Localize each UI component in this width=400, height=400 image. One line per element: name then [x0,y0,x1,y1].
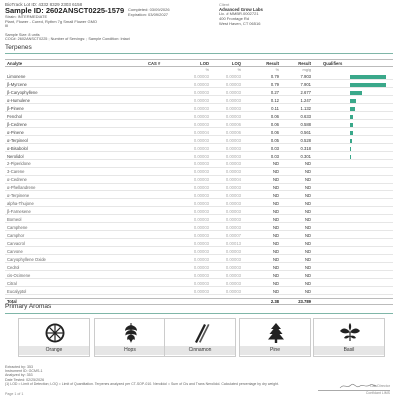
table-row [5,225,393,231]
loq-cell: 0.00003 [225,169,241,175]
hops-icon [119,322,143,344]
total-result-mg: 23.789 [298,299,311,305]
table-row [5,249,393,255]
loq-cell: 0.00003 [225,145,241,151]
table-row [5,122,393,128]
result-mg-cell: ND [304,217,311,223]
unit-result-pct: % [275,68,279,72]
result-mg-cell: 0.318 [300,145,311,151]
result-pct-cell: ND [272,288,279,294]
signature-title: Lab Director [370,384,390,388]
loq-cell: 0.00003 [225,161,241,167]
loq-cell: 0.00003 [225,217,241,223]
table-row [5,130,393,136]
basil-icon [338,322,362,344]
table-total-row [5,298,393,305]
loq-cell: 0.00003 [225,113,241,119]
lod-cell: 0.00003 [193,153,209,159]
loq-cell: 0.00003 [225,97,241,103]
batch-id: BioTrack Lot ID: 4332 8329 2303 6158 [5,2,83,7]
result-pct-cell: 0.06 [270,113,279,119]
lod-cell: 0.00003 [193,97,209,103]
loq-cell: 0.00003 [225,105,241,111]
result-bar [350,139,352,143]
analyte-cell: β-Pinene [7,105,24,111]
analyte-cell: Caryophyllene Oxide [7,256,46,262]
extracted-by: Extracted by: 353 [5,365,33,369]
result-pct-cell: 0.79 [270,74,279,79]
lod-cell: 0.00003 [193,240,209,246]
result-bar [350,75,386,79]
analyte-cell: α-Terpinene [7,193,30,199]
loq-cell: 0.00003 [225,185,241,191]
loq-cell: 0.00007 [225,233,241,238]
table-row [5,98,393,104]
sample-info [5,33,255,42]
table-row [5,257,393,263]
section-title-terpenes: Terpenes [5,44,32,51]
analyte-cell: α-Pinene [7,129,24,135]
lod-cell: 0.00003 [193,264,209,270]
pine-icon [264,322,288,344]
aroma-card-hops [94,318,166,357]
table-row [5,82,393,88]
result-mg-cell: 0.528 [300,137,311,143]
matrix-extra: III [5,23,9,29]
section-divider [5,53,393,54]
col-header-cas: CAS # [148,61,161,66]
result-pct-cell: 0.27 [270,89,279,95]
result-bar [350,155,351,159]
analyte-cell: Camphor [7,233,25,238]
loq-cell: 0.00003 [225,209,241,215]
result-pct-cell: 0.03 [270,153,279,159]
table-row [5,281,393,287]
result-bar [350,115,353,119]
loq-cell: 0.00003 [225,225,241,231]
result-mg-cell: 2.677 [300,89,311,95]
result-mg-cell: 7.901 [300,81,311,87]
result-pct-cell: ND [272,193,279,199]
analyte-cell: Citral [7,280,17,286]
aroma-label: Hops [95,346,165,355]
header-client-block [219,3,329,26]
analyte-cell: 2-Piperidone [7,161,31,167]
loq-cell: 0.00003 [225,264,241,270]
lod-cell: 0.00003 [193,193,209,199]
result-mg-cell: 0.588 [300,121,311,127]
lod-cell: 0.00003 [193,288,209,294]
analyte-cell: Carvacrol [7,240,25,246]
unit-lod: % [205,68,209,72]
result-pct-cell: 0.05 [270,137,279,143]
lod-cell: 0.00003 [193,169,209,175]
result-mg-cell: ND [304,248,311,254]
table-row [5,74,393,80]
result-bar [350,107,355,111]
loq-cell: 0.00003 [225,74,241,79]
footnotes: (1) LOD = Limit of Detection; LOQ = Limit of Quantitation. Terpenes analyzed per CT-SOP-010. Nerolidol = Sum of Cis and Trans Nerolidol. Calculated percentage by dry weight. [5,381,279,386]
table-row [5,161,393,167]
table-row [5,177,393,183]
result-pct-cell: ND [272,217,279,223]
col-header-qualifiers: Qualifiers [323,61,343,66]
total-result-pct: 2.38 [270,299,279,305]
unit-loq: % [237,68,241,72]
result-mg-cell: 1.132 [300,105,311,111]
col-header-lod: LOD [200,61,209,66]
result-pct-cell: 0.11 [271,105,279,111]
lod-cell: 0.00003 [193,248,209,254]
signature-scrawl-icon [338,382,378,390]
result-mg-cell: 1.247 [300,97,311,103]
page-number: Page 1 of 1 [5,392,24,396]
date-tested: Date Tested: 02/25/2026 [5,377,45,382]
lod-cell: 0.00003 [193,74,209,79]
loq-cell: 0.00004 [225,177,241,183]
analyte-cell: α-Terpineol [7,137,28,143]
col-header-result-pct: Result [266,61,279,66]
result-pct-cell: 0.06 [270,121,279,127]
lod-cell: 0.00003 [193,161,209,167]
analyte-cell: Eucalyptol [7,288,27,294]
result-pct-cell: ND [272,225,279,231]
loq-cell: 0.00003 [225,248,241,254]
loq-cell: 0.00003 [225,201,241,207]
cinnamon-icon [189,322,213,344]
aroma-label: Basil [314,346,384,355]
analyte-cell: Carvone [7,248,23,254]
result-bar [350,147,351,151]
result-pct-cell: 0.12 [270,97,279,103]
client-license: Lic. # MMBR.0002721 [219,11,259,17]
lod-cell: 0.00003 [193,137,209,143]
expiration-date: Expiration: 03/09/2027 [128,11,169,17]
result-mg-cell: 7.903 [300,74,311,79]
strain: Strain: INTERMEDIATE [5,14,48,19]
analyte-cell: 3-Carene [7,169,25,175]
lod-cell: 0.00003 [193,233,209,238]
table-row [5,193,393,199]
analyte-cell: Fenchol [7,113,22,119]
table-row [5,106,393,112]
result-pct-cell: ND [272,185,279,191]
aroma-label: Orange [19,346,89,355]
lod-cell: 0.00003 [193,272,209,278]
client-address-1: 400 Frontage Rd [219,15,250,21]
analyte-cell: Nerolidol [7,153,24,159]
table-row [5,169,393,175]
client-address-2: West Haven, CT 06516 [219,20,261,26]
table-row [5,209,393,215]
result-pct-cell: ND [272,264,279,270]
aromas-divider [5,313,393,314]
lod-cell: 0.00004 [193,129,209,135]
result-mg-cell: ND [304,272,311,278]
signature-caption: Confidant LIMS [365,391,390,395]
result-mg-cell: ND [304,240,311,246]
analyte-cell: β-Cedrene [7,121,27,127]
result-mg-cell: 0.561 [300,129,311,135]
col-header-result-mg: Result [298,61,311,66]
lod-cell: 0.00003 [193,105,209,111]
client-label: Client [219,2,230,7]
aroma-card-cinnamon [164,318,236,357]
table-row [5,185,393,191]
aroma-label: Pine [240,346,310,355]
lod-cell: 0.00003 [193,256,209,262]
client-name: Advanced Grow Labs [219,6,263,12]
table-row [5,138,393,144]
analyte-cell: Camphene [7,225,28,231]
table-row [5,265,393,271]
result-pct-cell: ND [272,169,279,175]
result-mg-cell: ND [304,185,311,191]
loq-cell: 0.00003 [225,272,241,278]
result-pct-cell: ND [272,201,279,207]
loq-cell: 0.00003 [225,256,241,262]
section-title-aromas: Primary Aromas [5,303,52,310]
result-pct-cell: ND [272,240,279,246]
sample-id: Sample ID: 2602ANSCT0225-1579 [5,6,125,15]
aroma-label: Cinnamon [165,346,235,355]
loq-cell: 0.00003 [225,81,241,87]
table-row [5,273,393,279]
table-row [5,114,393,120]
lod-cell: 0.00003 [193,185,209,191]
analyte-cell: β-Caryophyllene [7,89,38,95]
aroma-card-basil [313,318,385,357]
result-pct-cell: ND [272,272,279,278]
result-mg-cell: ND [304,233,311,238]
result-mg-cell: 0.301 [300,153,311,159]
result-pct-cell: ND [272,177,279,183]
loq-cell: 0.00003 [225,288,241,294]
table-row [5,201,393,207]
analyte-cell: Borneol [7,217,22,223]
lod-cell: 0.00003 [193,81,209,87]
result-bar [350,131,353,135]
sample-size: Sample Size: 8 units [5,33,40,37]
analyte-cell: β-Farnesene [7,209,31,215]
coc-line: COC#: 2602ANSCT0225 ; Number of Servings: ; Sample Condition: Intact [5,37,130,42]
analyte-cell: α-Bisabolol [7,145,28,151]
analyte-cell: cis-Ocimene [7,272,31,278]
loq-cell: 0.00003 [225,137,241,143]
col-header-analyte: Analyte [7,61,23,66]
result-pct-cell: ND [272,209,279,215]
loq-cell: 0.00003 [225,193,241,199]
result-pct-cell: 0.06 [270,129,279,135]
lod-cell: 0.00003 [193,113,209,119]
result-mg-cell: ND [304,193,311,199]
result-mg-cell: ND [304,177,311,183]
analyte-cell: alpha-Thujone [7,201,34,207]
table-header-row [5,59,393,67]
loq-cell: 0.00003 [225,89,241,95]
lod-cell: 0.00003 [193,89,209,95]
loq-cell: 0.00003 [225,280,241,286]
result-mg-cell: ND [304,169,311,175]
analyte-cell: α-Humulene [7,97,30,103]
table-row [5,233,393,239]
lod-cell: 0.00003 [193,177,209,183]
result-mg-cell: ND [304,264,311,270]
result-pct-cell: ND [272,248,279,254]
aroma-card-orange [18,318,90,357]
result-mg-cell: 0.633 [300,113,311,119]
table-row [5,146,393,152]
result-bar [350,91,362,95]
table-row [5,289,393,295]
table-row [5,241,393,247]
lod-cell: 0.00003 [193,201,209,207]
orange-icon [43,322,67,344]
analyte-cell: α-Cedrene [7,177,27,183]
result-pct-cell: 0.03 [270,145,279,151]
lod-cell: 0.00003 [193,217,209,223]
lod-cell: 0.00003 [193,280,209,286]
result-pct-cell: 0.79 [270,81,279,87]
result-mg-cell: ND [304,201,311,207]
lod-cell: 0.00003 [193,209,209,215]
aroma-card-pine [239,318,311,357]
result-bar [350,83,386,87]
analyte-cell: β-Myrcene [7,81,27,87]
completed-date: Completed: 03/09/2026 [128,7,170,12]
matrix: Plant, Flower - Cured, Rythm 7g Small Flower GMO [5,18,98,24]
loq-cell: 0.00003 [225,153,241,159]
loq-cell: 0.00006 [225,121,241,127]
lod-cell: 0.00003 [193,225,209,231]
analyte-cell: Cedrol [7,264,20,270]
instrument-id: Instrument ID: GCMS-1 [5,369,43,374]
unit-result-mg: mg/g [302,68,311,72]
analyzed-by: Analyzed by: 353 [5,373,33,378]
loq-cell: 0.00013 [225,240,241,246]
result-mg-cell: ND [304,209,311,215]
footer-info [5,365,305,386]
lod-cell: 0.00003 [193,145,209,151]
result-mg-cell: ND [304,288,311,294]
table-row [5,154,393,160]
result-pct-cell: ND [272,233,279,238]
analyte-cell: Limonene [7,74,26,79]
lod-cell: 0.00003 [193,121,209,127]
result-pct-cell: ND [272,161,279,167]
result-mg-cell: ND [304,161,311,167]
result-mg-cell: ND [304,256,311,262]
loq-cell: 0.00006 [225,129,241,135]
table-units-row [5,67,393,73]
table-row [5,217,393,223]
result-mg-cell: ND [304,280,311,286]
result-bar [350,123,353,127]
analyte-cell: α-Phellandrene [7,185,36,191]
header-dates-block [128,8,218,17]
result-bar [350,99,356,103]
result-mg-cell: ND [304,225,311,231]
col-header-loq: LOQ [231,61,241,66]
table-row [5,90,393,96]
result-pct-cell: ND [272,280,279,286]
result-pct-cell: ND [272,256,279,262]
total-label: Total [7,299,17,305]
